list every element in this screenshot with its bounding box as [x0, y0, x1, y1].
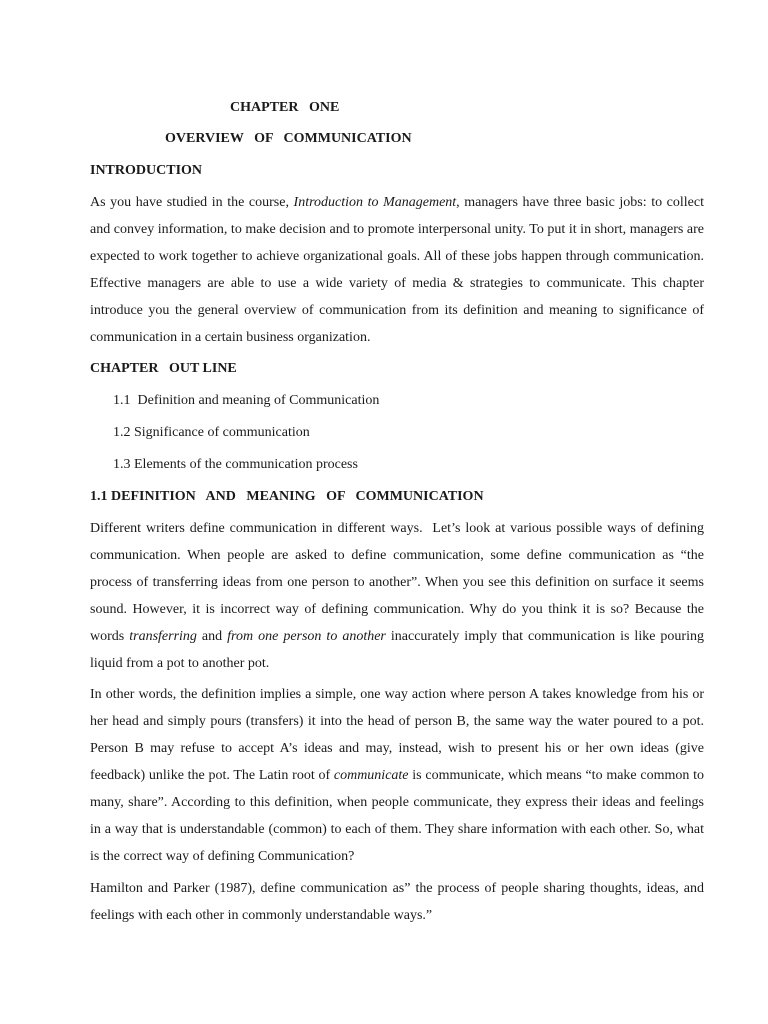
outline-heading: CHAPTER OUT LINE	[90, 361, 237, 376]
s11-p1-text-3: inaccurately imply that communication is like pouring liquid from a pot to another pot.	[90, 629, 708, 671]
section-1-1-paragraph-3: Hamilton and Parker (1987), define communication as” the process of people sharing thoughts, ideas, and feelings with each other in commonly understandable ways.”	[90, 881, 704, 923]
s11-p2-text-1: In other words, the definition implies a simple, one way action where person A takes knowledge from his or her head and simply pours (transfers) it into the head of person B, the same way the water poured to a pot. Person B may refuse to accept A’s ideas and may, instead, wish to present his or her own ideas (give feedback) unlike the pot. The Latin root of	[90, 687, 704, 783]
s11-p1-text-2: and	[196, 629, 228, 644]
outline-item-1: 1.1 Definition and meaning of Communication	[113, 393, 380, 408]
s11-p2-italic-1: communicate	[333, 768, 409, 783]
intro-course-title: Introduction to Management	[293, 195, 457, 210]
chapter-title: CHAPTER ONE	[230, 100, 340, 115]
introduction-heading: INTRODUCTION	[90, 163, 203, 178]
s11-p1-italic-1: transferring	[129, 629, 197, 644]
intro-text-1: As you have studied in the course,	[90, 195, 294, 210]
s11-p2-text-2: is communicate, which means “to make common to many, share”. According to this definition, when people communicate, they express their ideas and feelings in a way that is understandable (common) to each of them. They share information with each other. So, what is the correct way of defining Communication?	[90, 768, 704, 864]
section-1-1-paragraph-2	[90, 681, 704, 870]
s11-p1-text-1: Different writers define communication in different ways. Let’s look at various possible ways of defining communication. When people are asked to define communication, some define communication as “the process of transferring ideas from one person to another”. When you see this definition on surface it seems sound. However, it is incorrect way of defining communication. Why do you think it is so? Because the words	[90, 521, 708, 644]
outline-item-3: 1.3 Elements of the communication process	[113, 457, 358, 472]
section-1-1-heading: 1.1 DEFINITION AND MEANING OF COMMUNICATION	[90, 489, 484, 504]
chapter-subtitle: OVERVIEW OF COMMUNICATION	[165, 131, 412, 146]
section-1-1-paragraph-1	[90, 515, 708, 677]
introduction-paragraph	[90, 189, 704, 351]
intro-text-2: , managers have three basic jobs: to collect and convey information, to make decision and to promote interpersonal unity. To put it in short, managers are expected to work together to achieve organizational goals. All of these jobs happen through communication. Effective managers are able to use a wide variety of media & strategies to communicate. This chapter introduce you the general overview of communication from its definition and meaning to significance of communication in a certain business organization.	[90, 195, 704, 345]
outline-item-2: 1.2 Significance of communication	[113, 425, 310, 440]
s11-p1-italic-2: from one person to another	[227, 629, 386, 644]
